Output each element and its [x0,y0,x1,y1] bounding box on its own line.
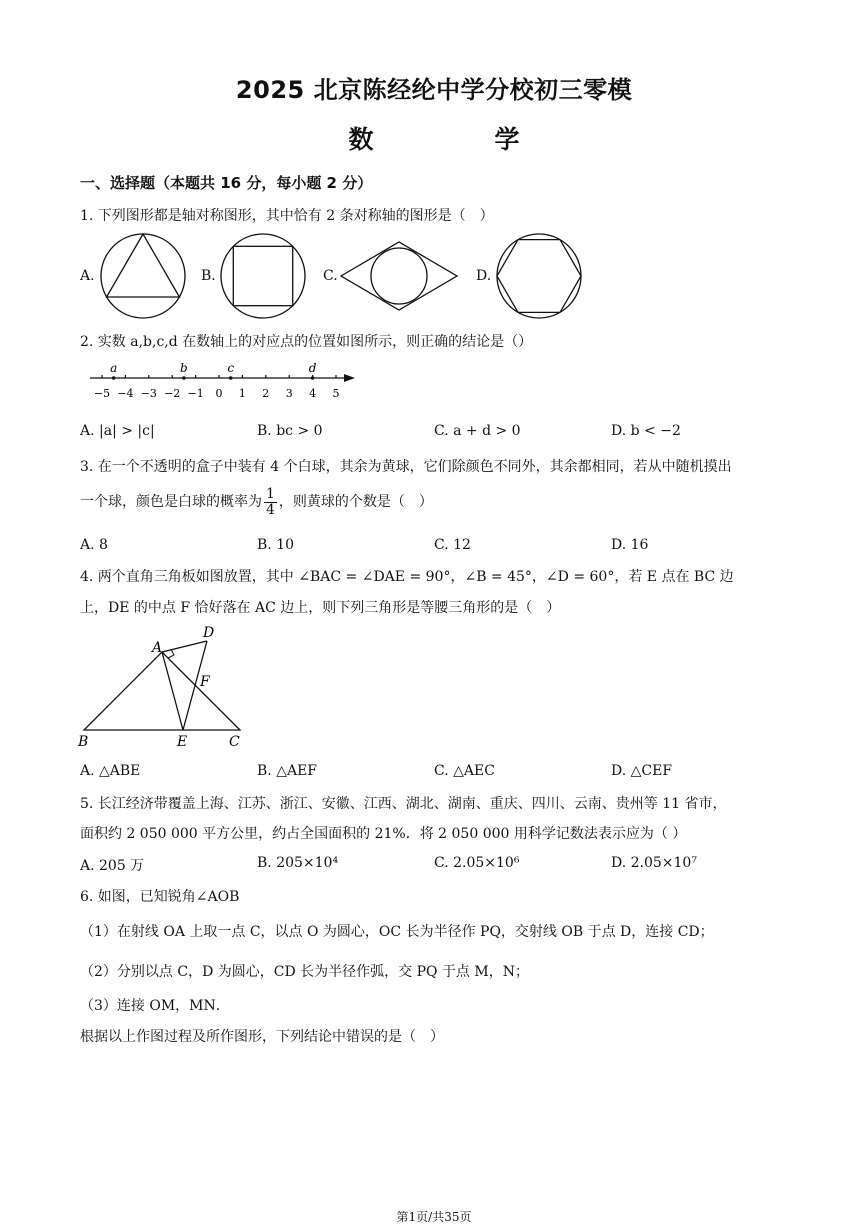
q5-option-b: B. 205×10⁴ [257,855,339,871]
label-e: E [177,734,188,750]
number-line-point-label: c [227,361,235,375]
number-line-tick-label: 3 [285,387,293,400]
q4-option-b: B. △AEF [257,763,317,779]
q2-option-c: C. a + d > 0 [434,423,521,439]
q1-figure-d [494,231,584,321]
page-title: 2025 北京陈经纶中学分校初三零模 [235,76,633,104]
fraction-numerator: 1 [266,486,275,502]
number-line-tick-label: −1 [187,387,204,400]
question-2-stem: 2. 实数 a,b,c,d 在数轴上的对应点的位置如图所示，则正确的结论是（） [80,334,533,350]
q4-triangle-figure [74,622,254,750]
question-1-stem: 1. 下列图形都是轴对称图形，其中恰有 2 条对称轴的图形是（ ） [80,208,494,224]
q3-option-b: B. 10 [257,537,295,553]
q1-option-d-label: D. [476,268,492,284]
q1-option-c-label: C. [323,268,338,284]
label-f: F [200,674,210,690]
subject-title: 数 学 [348,125,568,154]
q6-step-1: （1）在射线 OA 上取一点 C，以点 O 为圆心，OC 长为半径作 PQ，交射线 OB 于点 D，连接 CD； [80,924,714,940]
number-line-point-label: d [308,361,317,375]
number-line-point [229,376,233,380]
q4-option-d: D. △CEF [611,763,673,779]
q1-figure-a [98,231,188,321]
question-3-line1: 3. 在一个不透明的盒子中装有 4 个白球，其余为黄球，它们除颜色不同外，其余都相同，若从中随机摸出 [80,459,732,475]
q1-option-a-label: A. [80,268,95,284]
q3-text-after-fraction: ，则黄球的个数是（ ） [278,494,433,511]
label-d: D [203,625,215,641]
question-6-stem: 6. 如图，已知锐角∠AOB [80,889,240,905]
label-a: A [152,640,163,656]
question-3-line2 [80,487,433,517]
label-c: C [229,734,240,750]
number-line-tick-label: 4 [309,387,317,400]
q5-option-a: A. 205 万 [80,858,145,874]
number-line-point [112,376,116,380]
q4-option-c: C. △AEC [434,763,495,779]
q5-option-c: C. 2.05×10⁶ [434,855,520,871]
page-footer: 第1页/共35页 [396,1210,472,1224]
q3-option-a: A. 8 [80,537,108,553]
q3-text-before-fraction: 一个球，颜色是白球的概率为 [80,494,262,511]
q6-step-2: （2）分别以点 C，D 为圆心，CD 长为半径作弧，交 PQ 于点 M，N； [80,964,529,980]
number-line-point-label: a [110,361,118,375]
q6-step-3: （3）连接 OM，MN． [80,998,230,1014]
section-heading: 一、选择题（本题共 16 分，每小题 2 分） [80,174,373,192]
q1-option-b-label: B. [201,268,216,284]
number-line-point [311,376,315,380]
number-line-tick-label: 2 [262,387,270,400]
q3-probability-fraction [264,487,277,517]
question-5-line1: 5. 长江经济带覆盖上海、江苏、浙江、安徽、江西、湖北、湖南、重庆、四川、云南、贵州等 11 省市， [80,796,727,812]
q2-option-d: D. b < −2 [611,423,681,439]
q5-option-d: D. 2.05×10⁷ [611,855,697,871]
question-4-line2: 上，DE 的中点 F 恰好落在 AC 边上，则下列三角形是等腰三角形的是（ ） [80,600,561,616]
number-line-point-label: b [180,361,188,375]
q3-option-c: C. 12 [434,537,471,553]
q2-option-a: A. |a| > |c| [80,423,155,439]
question-4-line1: 4. 两个直角三角板如图放置，其中 ∠BAC = ∠DAE = 90°，∠B = 45°，∠D = 60°，若 E 点在 BC 边 [80,569,734,585]
q1-figure-b [218,231,308,321]
number-line-tick-label: −2 [164,387,181,400]
fraction-denominator: 4 [266,501,275,518]
number-line-tick-label: −3 [140,387,157,400]
label-b: B [78,734,89,750]
q2-number-line [85,360,360,402]
number-line-tick-label: −4 [117,387,134,400]
q4-option-a: A. △ABE [80,763,141,779]
question-5-line2: 面积约 2 050 000 平方公里，约占全国面积的 21%．将 2 050 000 用科学记数法表示应为（ ） [80,826,687,842]
q1-figure-c [338,236,460,316]
number-line-point [182,376,186,380]
number-line-tick-label: 1 [238,387,246,400]
q2-option-b: B. bc > 0 [257,423,323,439]
number-line-tick-label: 5 [332,387,340,400]
number-line-tick-label: −5 [93,387,111,400]
number-line-tick-label: 0 [215,387,223,400]
q6-conclusion: 根据以上作图过程及所作图形，下列结论中错误的是（ ） [80,1029,444,1045]
q3-option-d: D. 16 [611,537,649,553]
